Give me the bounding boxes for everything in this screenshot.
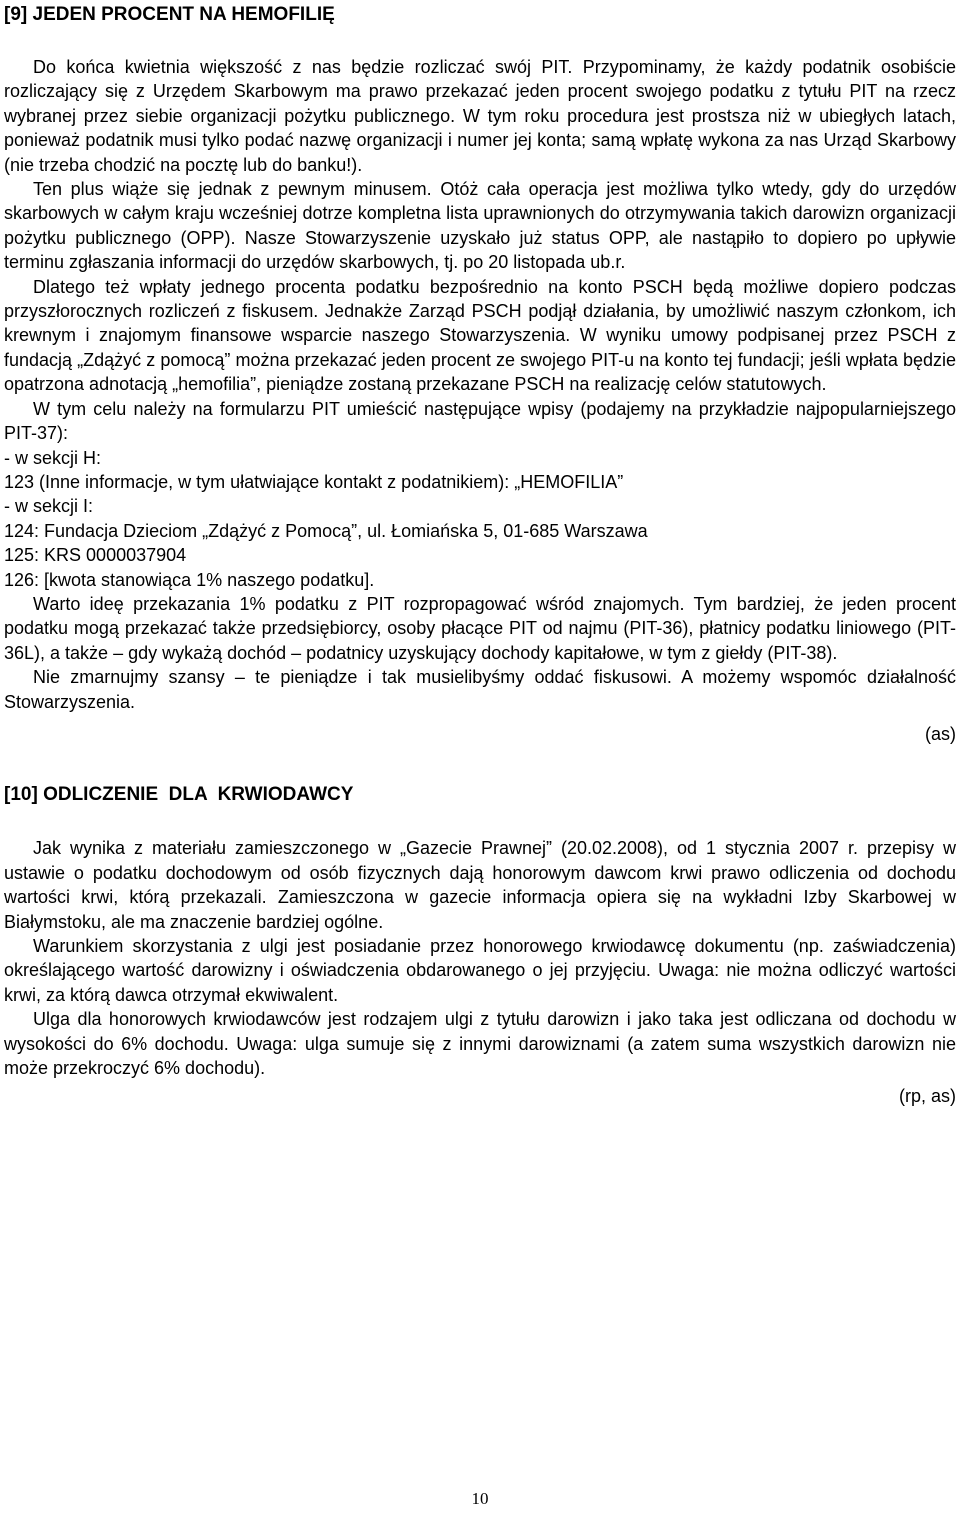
article-9-paragraph-5: Warto ideę przekazania 1% podatku z PIT rozpropagować wśród znajomych. Tym bardziej, że jeden procent podatku mogą przekazać także przedsiębiorcy, osoby płacące PIT od najmu (PIT-36), płatnicy podatku liniowego (PIT-36L), a także – gdy wykażą dochód – podatnicy uzyskujący dochody kapitałowe, w tym z giełdy (PIT-38). [4,593,956,663]
pit-entry-line: 126: [kwota stanowiąca 1% naszego podatku]. [4,569,375,590]
article-10-paragraph-1: Jak wynika z materiału zamieszczonego w „Gazecie Prawnej” (20.02.2008), od 1 stycznia 2007 r. przepisy w ustawie o podatku dochodowym od osób fizycznych dają honorowym dawcom krwi prawo odliczenia od dochodu wartości krwi, którą przekazali. Zamieszczona w gazecie informacja opiera się na wykładni Izby Skarbowej w Białymstoku, ale ma znaczenie bardziej ogólne. [4,838,956,932]
page-number: 10 [471,1489,489,1508]
article-10-signature: (rp, as) [898,1086,956,1107]
pit-entry-line: - w sekcji H: [4,447,102,468]
article-10-paragraph-2: Warunkiem skorzystania z ulgi jest posiadanie przez honorowego krwiodawcę dokumentu (np. zaświadczenia) określającego wartość darowizny i oświadczenia obdarowanego o jej przyjęciu. Uwaga: nie można odliczyć wartości krwi, za którą dawca otrzymał ekwiwalent. [4,936,956,1005]
article-9-paragraph-4: W tym celu należy na formularzu PIT umieścić następujące wpisy (podajemy na przykładzie najpopularniejszego PIT-37): [4,398,956,444]
article-9-paragraph-1: Do końca kwietnia większość z nas będzie rozliczać swój PIT. Przypominamy, że każdy podatnik osobiście rozliczający się z Urzędem Skarbowym ma prawo przekazać jeden procent swojego podatku z tytułu PIT na rzecz wybranej przez siebie organizacji pożytku publicznego. W tym roku procedura jest prostsza niż w ubiegłych latach, ponieważ podatnik musi tylko podać nazwę organizacji i numer jej konta; samą wpłatę wykona za nas Urząd Skarbowy (nie trzeba chodzić na pocztę lub do banku!). [4,57,956,175]
article-9 [4,2,956,746]
article-9-paragraph-6: Nie zmarnujmy szansy – te pieniądze i tak musielibyśmy oddać fiskusowi. A możemy wspomóc działalność Stowarzyszenia. [4,667,956,712]
article-10-paragraph-3: Ulga dla honorowych krwiodawców jest rodzajem ulgi z tytułu darowizn i jako taka jest odliczana od dochodu w wysokości do 6% dochodu. Uwaga: ulga sumuje się z innymi darowiznami (a zatem suma wszystkich darowizn nie może przekroczyć 6% dochodu). [4,1009,956,1079]
article-10 [4,782,956,1108]
article-9-title: [9] JEDEN PROCENT NA HEMOFILIĘ [4,4,335,25]
article-10-title: [10] ODLICZENIE DLA KRWIODAWCY [4,784,354,806]
article-9-paragraph-3: Dlatego też wpłaty jednego procenta podatku bezpośrednio na konto PSCH będą możliwe dopiero podczas przyszłorocznych rozliczeń z fiskusem. Jednakże Zarząd PSCH podjął działania, by umożliwić naszym członkom, ich krewnym i znajomym finansowe wsparcie naszego Stowarzyszenia. W wyniku umowy podpisanej przez PSCH z fundacją „Zdążyć z pomocą” można przekazać jeden procent ze swojego PIT-u na konto tej fundacji; jeśli wpłata będzie opatrzona adnotacją „hemofilia”, pieniądze zostaną przekazane PSCH na realizację celów statutowych. [4,276,956,395]
article-9-paragraph-2: Ten plus wiąże się jednak z pewnym minusem. Otóż cała operacja jest możliwa tylko wtedy, gdy do urzędów skarbowych w całym kraju wcześniej dotrze kompletna lista uprawnionych do otrzymywania takich darowizn organizacji pożytku publicznego (OPP). Nasze Stowarzyszenie uzyskało już status OPP, ale nastąpiło to dopiero po upływie terminu zgłaszania informacji do urzędów skarbowych, tj. po 20 listopada ub.r. [4,179,956,273]
document-page [4,0,956,1109]
pit-entry-line: 123 (Inne informacje, w tym ułatwiające kontakt z podatnikiem): „HEMOFILIA” [4,471,624,492]
pit-entry-line: 124: Fundacja Dzieciom „Zdążyć z Pomocą”, ul. Łomiańska 5, 01-685 Warszawa [4,520,648,541]
pit-entry-line: - w sekcji I: [4,496,94,517]
article-9-signature: (as) [925,723,956,744]
pit-entry-line: 125: KRS 0000037904 [4,545,187,566]
